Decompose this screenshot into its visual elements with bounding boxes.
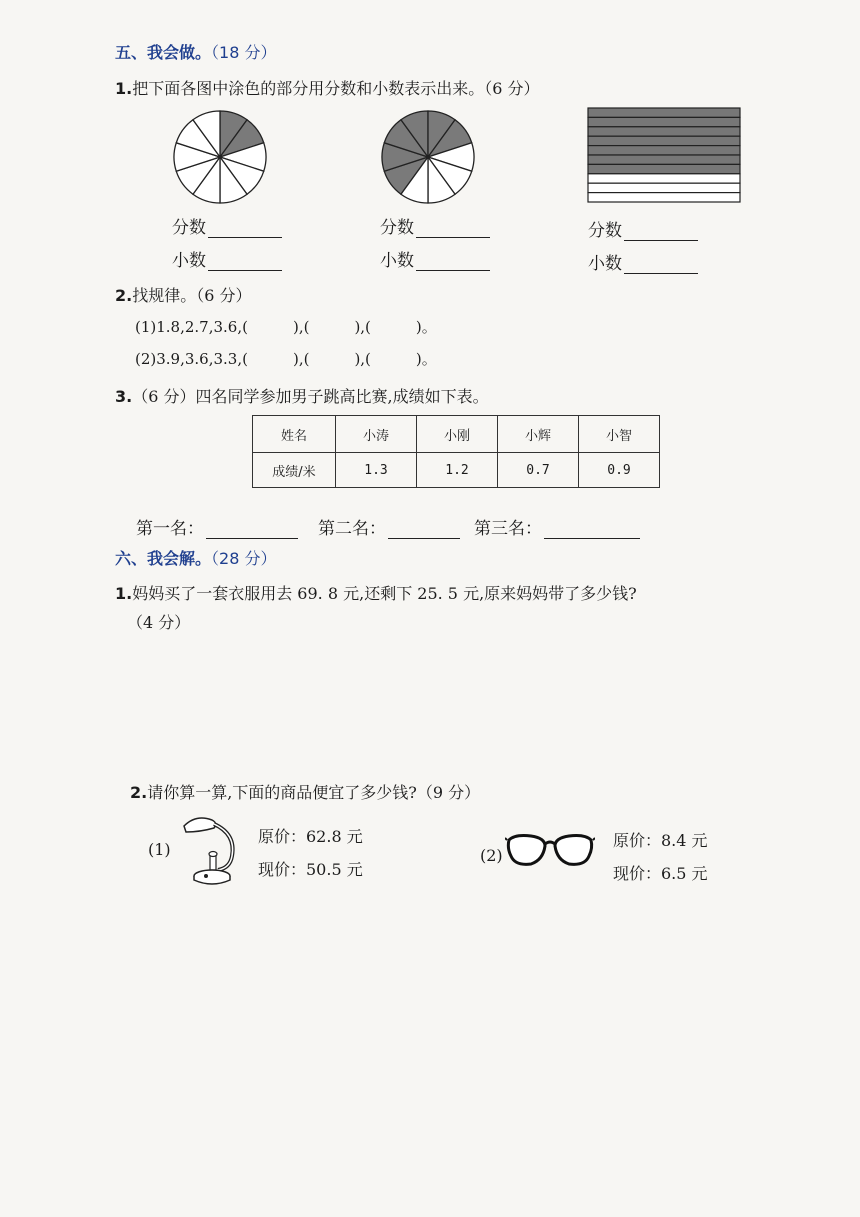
section-5-heading bbox=[115, 40, 276, 63]
table-cell: 小涛 bbox=[336, 416, 417, 453]
answer-blank[interactable] bbox=[624, 273, 698, 274]
item-1-current-price: 现价：50.5 元 bbox=[258, 860, 363, 879]
question-3 bbox=[115, 384, 489, 407]
table-cell: 小刚 bbox=[417, 416, 498, 453]
table-cell: 1.2 bbox=[417, 453, 498, 488]
decimal-label: 小数 bbox=[172, 251, 206, 271]
blank-row bbox=[588, 183, 740, 192]
answer-blank[interactable] bbox=[416, 237, 490, 238]
question-2-text: 找规律。（6 分） bbox=[132, 286, 252, 305]
circle-figure-2 bbox=[378, 107, 478, 207]
question-2 bbox=[115, 283, 252, 306]
problem-1 bbox=[115, 581, 637, 604]
shaded-row bbox=[588, 127, 740, 136]
blank-row bbox=[588, 193, 740, 202]
section-6-title: 六、我会解。 bbox=[115, 549, 212, 568]
item-2-label: (2) bbox=[480, 846, 503, 865]
sequence-2: (2)3.9,3.6,3.3,( ),( ),( )。 bbox=[135, 350, 437, 368]
problem-2-number: 2. bbox=[130, 783, 148, 802]
item-1-original-price: 原价：62.8 元 bbox=[258, 827, 363, 846]
desk-lamp-icon bbox=[178, 812, 242, 886]
problem-1-points: （4 分） bbox=[127, 613, 191, 632]
answer-blank[interactable] bbox=[208, 237, 282, 238]
table-cell: 姓名 bbox=[253, 416, 336, 453]
figure-1-decimal bbox=[172, 246, 282, 271]
rank-second-label: 第二名： bbox=[318, 519, 386, 539]
shaded-row bbox=[588, 108, 740, 117]
problem-2-text: 请你算一算,下面的商品便宜了多少钱?（9 分） bbox=[147, 783, 481, 802]
shaded-row bbox=[588, 164, 740, 173]
blank-row bbox=[588, 174, 740, 183]
decimal-label: 小数 bbox=[380, 251, 414, 271]
problem-2 bbox=[130, 780, 480, 803]
table-header-row bbox=[253, 416, 660, 453]
shaded-row bbox=[588, 146, 740, 155]
figure-2-decimal bbox=[380, 246, 490, 271]
table-cell: 小辉 bbox=[498, 416, 579, 453]
fraction-label: 分数 bbox=[172, 218, 206, 238]
answer-blank[interactable] bbox=[206, 538, 298, 539]
figure-3-decimal bbox=[588, 249, 698, 274]
problem-1-text: 妈妈买了一套衣服用去 69. 8 元,还剩下 25. 5 元,原来妈妈带了多少钱? bbox=[132, 584, 637, 603]
answer-blank[interactable] bbox=[388, 538, 460, 539]
item-2-current-price: 现价：6.5 元 bbox=[613, 864, 708, 883]
question-1-number: 1. bbox=[115, 79, 133, 98]
fraction-label: 分数 bbox=[380, 218, 414, 238]
glasses-icon bbox=[505, 832, 595, 872]
table-cell: 0.9 bbox=[579, 453, 660, 488]
shaded-row bbox=[588, 136, 740, 145]
question-3-number: 3. bbox=[115, 387, 133, 406]
question-2-number: 2. bbox=[115, 286, 133, 305]
section-6-points: （28 分） bbox=[211, 549, 277, 568]
question-3-text: （6 分）四名同学参加男子跳高比赛,成绩如下表。 bbox=[132, 387, 489, 406]
item-1-label: (1) bbox=[148, 840, 171, 859]
section-6-heading bbox=[115, 546, 276, 569]
sequence-1: (1)1.8,2.7,3.6,( ),( ),( )。 bbox=[135, 318, 437, 336]
rank-third-label: 第三名： bbox=[474, 519, 542, 539]
answer-blank[interactable] bbox=[416, 270, 490, 271]
item-2-original-price: 原价：8.4 元 bbox=[613, 831, 708, 850]
stripes-rows bbox=[588, 108, 740, 202]
problem-1-number: 1. bbox=[115, 584, 133, 603]
question-1 bbox=[115, 76, 540, 99]
table-row bbox=[253, 453, 660, 488]
answer-blank[interactable] bbox=[624, 240, 698, 241]
rank-third bbox=[474, 514, 640, 539]
figure-3-fraction bbox=[588, 216, 698, 241]
section-5-points: （18 分） bbox=[211, 43, 277, 62]
rank-first bbox=[136, 514, 298, 539]
table-cell: 0.7 bbox=[498, 453, 579, 488]
rank-second bbox=[318, 514, 460, 539]
circle-figure-1 bbox=[170, 107, 270, 207]
decimal-label: 小数 bbox=[588, 254, 622, 274]
section-5-title: 五、我会做。 bbox=[115, 43, 212, 62]
circle-1-slices bbox=[174, 111, 266, 203]
circle-2-slices bbox=[382, 111, 474, 203]
answer-blank[interactable] bbox=[208, 270, 282, 271]
figure-1-fraction bbox=[172, 213, 282, 238]
shaded-row bbox=[588, 155, 740, 164]
table-cell: 成绩/米 bbox=[253, 453, 336, 488]
shaded-row bbox=[588, 117, 740, 126]
rank-first-label: 第一名： bbox=[136, 519, 204, 539]
answer-blank[interactable] bbox=[544, 538, 640, 539]
table-cell: 1.3 bbox=[336, 453, 417, 488]
stripes-figure bbox=[586, 106, 742, 204]
table-cell: 小智 bbox=[579, 416, 660, 453]
question-1-text: 把下面各图中涂色的部分用分数和小数表示出来。（6 分） bbox=[132, 79, 540, 98]
fraction-label: 分数 bbox=[588, 221, 622, 241]
figure-2-fraction bbox=[380, 213, 490, 238]
high-jump-table bbox=[252, 415, 660, 488]
